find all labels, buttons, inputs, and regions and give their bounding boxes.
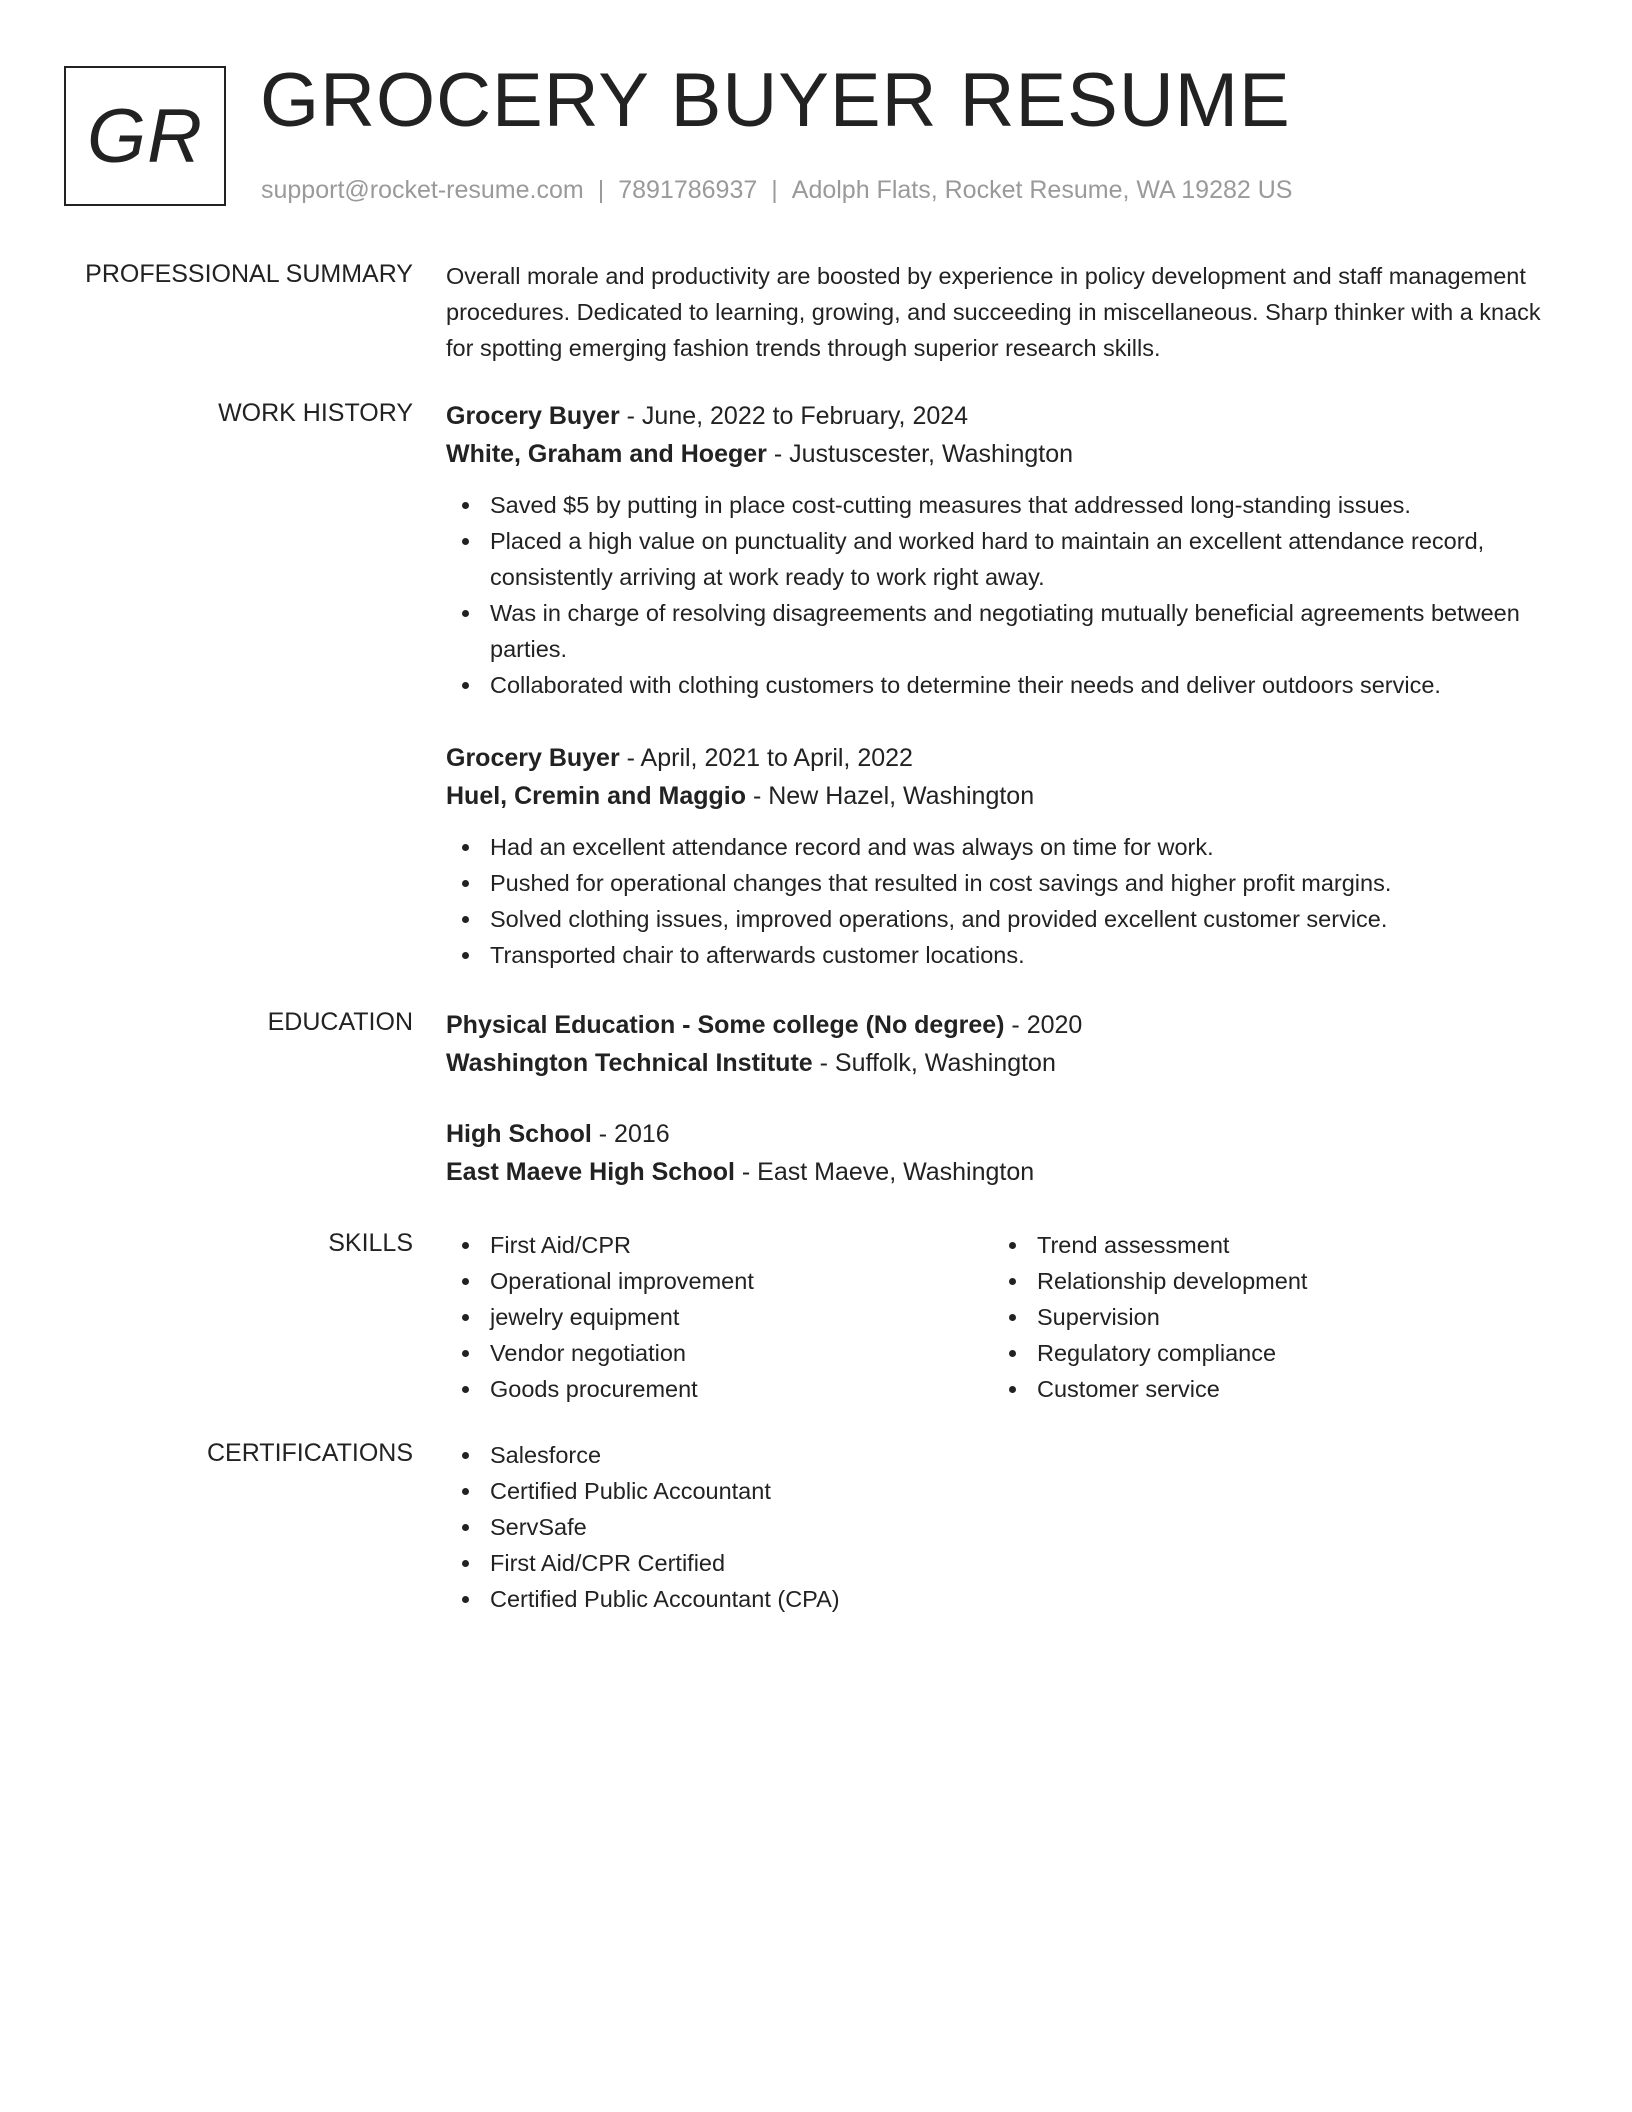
section-label-certifications: CERTIFICATIONS <box>206 1439 413 1467</box>
skills-list-right <box>993 1227 1533 1407</box>
job-bullet: Was in charge of resolving disagreements and negotiating mutually beneficial agreements between parties. <box>446 595 1546 667</box>
contact-separator: | <box>597 176 605 204</box>
resume-title: GROCERY BUYER RESUME <box>260 58 1291 143</box>
job-location: - New Hazel, Washington <box>746 782 1035 810</box>
contact-email[interactable]: support@rocket-resume.com <box>261 176 584 204</box>
section-label-skills: SKILLS <box>328 1229 413 1257</box>
education-entry <box>446 1006 1546 1082</box>
certification-item: Certified Public Accountant <box>446 1473 1546 1509</box>
section-label-summary: PROFESSIONAL SUMMARY <box>85 260 413 288</box>
job-bullets <box>446 829 1546 973</box>
skill-item: jewelry equipment <box>446 1299 986 1335</box>
summary-body <box>446 258 1546 366</box>
job-entry <box>446 397 1546 703</box>
certification-item: Certified Public Accountant (CPA) <box>446 1581 1546 1617</box>
education-school: Washington Technical Institute <box>446 1049 813 1077</box>
contact-separator: | <box>771 176 778 204</box>
education-location: - Suffolk, Washington <box>812 1049 1056 1077</box>
education-degree-line <box>446 1006 1546 1044</box>
job-dates: - April, 2021 to April, 2022 <box>619 744 913 772</box>
education-school-line <box>446 1153 1546 1191</box>
education-degree: High School <box>446 1120 592 1148</box>
job-dates: - June, 2022 to February, 2024 <box>619 402 969 430</box>
skill-item: Trend assessment <box>993 1227 1533 1263</box>
job-bullet: Transported chair to afterwards customer locations. <box>446 937 1546 973</box>
job-bullet: Saved $5 by putting in place cost-cutting measures that addressed long-standing issues. <box>446 487 1546 523</box>
summary-text: Overall morale and productivity are boosted by experience in policy development and staff management procedures. Dedicated to learning, growing, and succeeding in miscellaneous. Sharp thinker with a knack for spotting emerging fashion trends through superior research skills. <box>446 263 1541 361</box>
job-company-line <box>446 435 1546 473</box>
job-bullets <box>446 487 1546 703</box>
skill-item: Goods procurement <box>446 1371 986 1407</box>
education-school: East Maeve High School <box>446 1158 735 1186</box>
job-bullet: Placed a high value on punctuality and worked hard to maintain an excellent attendance record, consistently arriving at work ready to work right away. <box>446 523 1546 595</box>
contact-phone[interactable]: 7891786937 <box>618 176 758 204</box>
skill-item: Customer service <box>993 1371 1533 1407</box>
certification-item: ServSafe <box>446 1509 1546 1545</box>
job-bullet: Had an excellent attendance record and was always on time for work. <box>446 829 1546 865</box>
skill-item: Vendor negotiation <box>446 1335 986 1371</box>
contact-line <box>261 174 1292 206</box>
section-label-education: EDUCATION <box>267 1008 413 1036</box>
education-location: - East Maeve, Washington <box>734 1158 1035 1186</box>
certifications-body <box>446 1437 1546 1617</box>
certification-item: First Aid/CPR Certified <box>446 1545 1546 1581</box>
job-bullet: Collaborated with clothing customers to determine their needs and deliver outdoors service. <box>446 667 1546 703</box>
job-company-line <box>446 777 1546 815</box>
job-company: White, Graham and Hoeger <box>446 440 767 468</box>
job-location: - Justuscester, Washington <box>766 440 1074 468</box>
education-degree-line <box>446 1115 1546 1153</box>
skills-list-left <box>446 1227 986 1407</box>
section-label-work-history: WORK HISTORY <box>218 399 413 427</box>
job-title-line <box>446 739 1546 777</box>
job-title: Grocery Buyer <box>446 744 620 772</box>
education-school-line <box>446 1044 1546 1082</box>
skill-item: Supervision <box>993 1299 1533 1335</box>
education-year: - 2020 <box>1004 1011 1083 1039</box>
job-company: Huel, Cremin and Maggio <box>446 782 747 810</box>
monogram-box <box>64 66 226 206</box>
education-year: - 2016 <box>591 1120 670 1148</box>
education-entry <box>446 1115 1546 1191</box>
job-bullet: Solved clothing issues, improved operations, and provided excellent customer service. <box>446 901 1546 937</box>
skill-item: Relationship development <box>993 1263 1533 1299</box>
education-degree: Physical Education - Some college (No degree) <box>446 1011 1005 1039</box>
certification-item: Salesforce <box>446 1437 1546 1473</box>
job-title-line <box>446 397 1546 435</box>
job-bullet: Pushed for operational changes that resulted in cost savings and higher profit margins. <box>446 865 1546 901</box>
monogram-initials: GR <box>87 93 203 179</box>
skill-item: Regulatory compliance <box>993 1335 1533 1371</box>
skill-item: First Aid/CPR <box>446 1227 986 1263</box>
certifications-list <box>446 1437 1546 1617</box>
skill-item: Operational improvement <box>446 1263 986 1299</box>
job-entry <box>446 739 1546 973</box>
contact-address: Adolph Flats, Rocket Resume, WA 19282 US <box>791 176 1293 204</box>
job-title: Grocery Buyer <box>446 402 620 430</box>
